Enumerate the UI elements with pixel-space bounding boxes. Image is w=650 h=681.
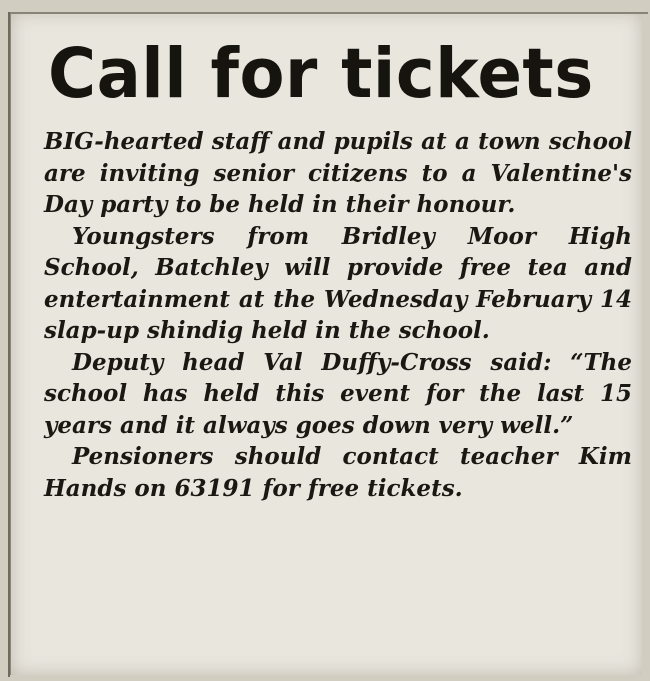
article-body xyxy=(44,126,632,504)
article-paragraph-contact: Pensioners should contact teacher Kim Hands on 63191 for free tickets. xyxy=(44,443,632,502)
article-paragraph-quote: Deputy head Val Duffy-Cross said: “The school has held this event for the last 15 years and it always goes down very well.” xyxy=(44,348,632,439)
headline: Call for tickets xyxy=(48,34,594,114)
article-paragraph-youngsters: Youngsters from Bridley Moor High School, Batchley will provide free tea and entertainment at the Wednesday February 14 slap-up shindig held in the school. xyxy=(44,222,632,344)
article-paragraph-intro: BIG-hearted staff and pupils at a town school are inviting senior citizens to a Valentine's Day party to be held in their honour. xyxy=(44,128,632,218)
clipping-top-edge xyxy=(8,12,648,14)
clipping-left-edge xyxy=(8,12,10,677)
